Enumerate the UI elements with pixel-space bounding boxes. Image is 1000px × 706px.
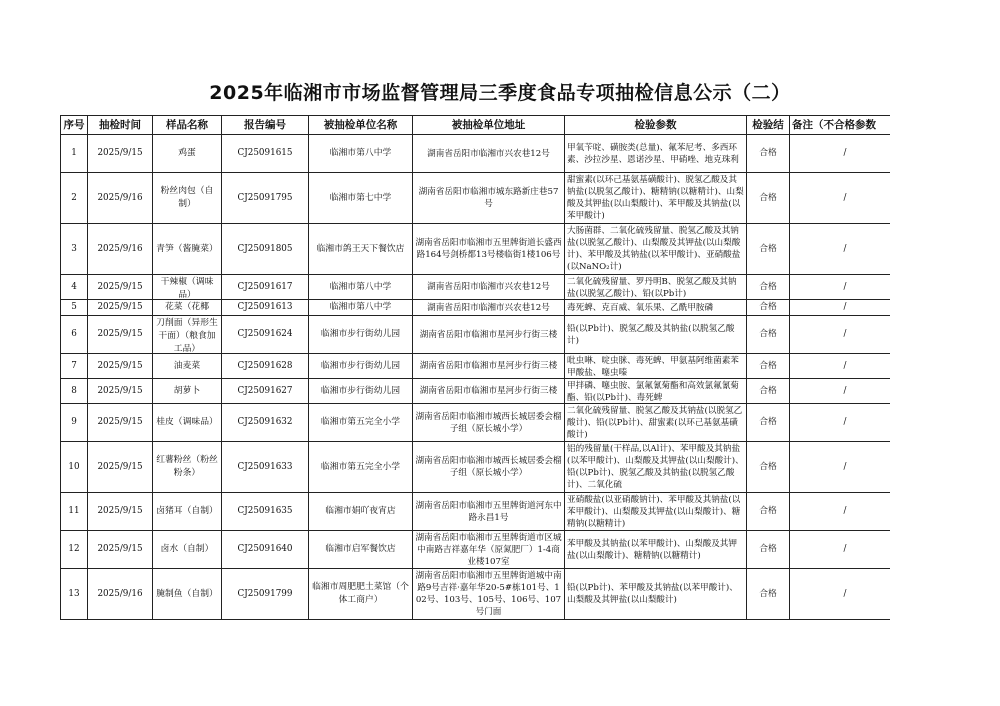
table-row <box>61 379 891 404</box>
cell-params-text: 吡虫啉、啶虫脒、毒死蜱、甲氨基阿维菌素苯甲酸盐、噻虫嗪 <box>567 355 739 378</box>
header-params: 检验参数 <box>565 116 747 135</box>
cell-address <box>413 354 565 379</box>
cell-date <box>88 135 153 173</box>
cell-date <box>88 275 153 300</box>
header-sample: 样品名称 <box>153 116 222 135</box>
cell-params-text: 二氧化硫残留量、脱氢乙酸及其钠盐(以脱氢乙酸计)、铅(以Pb计)、甜蜜素(以环己基氨基磺酸计) <box>567 405 743 440</box>
cell-report <box>222 379 309 404</box>
cell-no <box>61 531 88 569</box>
cell-address-text: 湖南省岳阳市临湘市兴农巷12号 <box>427 282 550 292</box>
cell-address-text: 湖南省岳阳市临湘市兴农巷12号 <box>427 148 550 159</box>
cell-address-text: 湖南省岳阳市临湘市城西长城居委会榴子组（原长城小学） <box>415 411 562 434</box>
cell-unit-text: 临湘市步行街幼儿园 <box>320 360 401 371</box>
cell-no <box>61 404 88 442</box>
cell-result-text: 合格 <box>759 360 777 371</box>
cell-params-text: 二氧化硫残留量、罗丹明B、脱氢乙酸及其钠盐(以脱氢乙酸计)、铅(以Pb计) <box>567 276 737 299</box>
cell-date-text: 2025/9/15 <box>97 506 143 516</box>
header-no: 序号 <box>61 116 88 135</box>
cell-sample <box>153 173 222 224</box>
table-row <box>61 300 891 316</box>
header-result: 检验结 <box>747 116 790 135</box>
cell-params-text: 甲氧苄啶、磺胺类(总量)、氟苯尼考、多西环素、沙拉沙星、恩诺沙星、甲硝唑、地克珠利 <box>567 142 739 165</box>
cell-note <box>790 569 891 620</box>
cell-note <box>790 135 891 173</box>
cell-address-text: 湖南省岳阳市临湘市城西长城居委会榴子组（原长城小学） <box>415 456 562 478</box>
table-row <box>61 224 891 275</box>
cell-params <box>565 379 747 404</box>
cell-result-text: 合格 <box>759 544 777 554</box>
cell-date <box>88 531 153 569</box>
cell-note <box>790 316 891 354</box>
table-body <box>61 135 891 620</box>
cell-result-text: 合格 <box>759 417 777 427</box>
cell-params <box>565 531 747 569</box>
inspection-table <box>60 115 890 620</box>
cell-no <box>61 316 88 354</box>
cell-no-text: 7 <box>71 360 77 371</box>
cell-no <box>61 569 88 620</box>
cell-params <box>565 316 747 354</box>
cell-result <box>747 275 790 300</box>
cell-report-text: CJ25091624 <box>237 329 293 339</box>
cell-report-text: CJ25091628 <box>237 360 293 371</box>
cell-unit <box>309 300 413 316</box>
cell-no-text: 6 <box>71 329 77 339</box>
cell-no-text: 12 <box>68 544 80 554</box>
cell-address <box>413 442 565 493</box>
cell-date <box>88 442 153 493</box>
cell-sample-text: 桂皮（调味品） <box>156 417 218 427</box>
cell-sample <box>153 442 222 493</box>
header-note: 备注（不合格参数 <box>790 116 891 135</box>
cell-result-text: 合格 <box>759 506 777 516</box>
cell-no <box>61 224 88 275</box>
cell-date-text: 2025/9/16 <box>97 588 143 599</box>
cell-note-text: / <box>843 544 847 554</box>
cell-note <box>790 493 891 531</box>
cell-date-text: 2025/9/15 <box>97 417 143 427</box>
cell-note-text: / <box>843 461 847 472</box>
cell-result-text: 合格 <box>759 281 777 292</box>
cell-address-text: 湖南省岳阳市临湘市城东路新庄巷57号 <box>418 187 559 209</box>
cell-note <box>790 404 891 442</box>
cell-no-text: 1 <box>71 148 77 158</box>
cell-note-text: / <box>843 329 847 339</box>
cell-params <box>565 275 747 300</box>
cell-address <box>413 135 565 173</box>
cell-unit-text: 临湘市步行街幼儿园 <box>320 329 401 339</box>
cell-params <box>565 404 747 442</box>
cell-unit <box>309 354 413 379</box>
cell-sample <box>153 316 222 354</box>
cell-report-text: CJ25091633 <box>237 461 293 472</box>
table-header-row <box>61 116 891 135</box>
cell-date <box>88 379 153 404</box>
cell-result-text: 合格 <box>759 302 777 312</box>
cell-result <box>747 300 790 316</box>
cell-result-text: 合格 <box>759 148 777 158</box>
cell-report-text: CJ25091615 <box>237 148 293 158</box>
cell-no-text: 5 <box>71 302 77 312</box>
inspection-table-container <box>60 115 890 627</box>
cell-no <box>61 135 88 173</box>
cell-date-text: 2025/9/16 <box>97 243 143 254</box>
cell-sample <box>153 354 222 379</box>
cell-unit <box>309 135 413 173</box>
cell-unit-text: 临湘市启军餐饮店 <box>325 544 396 554</box>
cell-sample <box>153 224 222 275</box>
cell-report <box>222 135 309 173</box>
cell-note-text: / <box>843 506 847 516</box>
header-date: 抽检时间 <box>88 116 153 135</box>
cell-note <box>790 300 891 316</box>
cell-date-text: 2025/9/15 <box>97 329 143 339</box>
cell-sample <box>153 135 222 173</box>
cell-no-text: 10 <box>68 461 80 472</box>
cell-unit <box>309 316 413 354</box>
cell-report-text: CJ25091632 <box>237 417 293 427</box>
cell-unit <box>309 569 413 620</box>
cell-result <box>747 404 790 442</box>
cell-address <box>413 531 565 569</box>
cell-address-text: 湖南省岳阳市临湘市五里牌街道河东中路永昌1号 <box>415 500 562 523</box>
cell-address <box>413 316 565 354</box>
cell-sample <box>153 275 222 300</box>
cell-address <box>413 224 565 275</box>
cell-sample-text: 红薯粉丝（粉丝粉条） <box>156 455 218 478</box>
cell-address-text: 湖南省岳阳市临湘市星河步行街三楼 <box>419 329 558 340</box>
cell-result <box>747 316 790 354</box>
cell-date-text: 2025/9/15 <box>97 281 143 292</box>
cell-date-text: 2025/9/15 <box>97 385 143 396</box>
cell-date <box>88 173 153 224</box>
cell-unit <box>309 275 413 300</box>
cell-date <box>88 316 153 354</box>
cell-result <box>747 531 790 569</box>
cell-sample <box>153 531 222 569</box>
cell-note <box>790 379 891 404</box>
cell-address <box>413 379 565 404</box>
cell-address-text: 湖南省岳阳市临湘市星河步行街三楼 <box>419 386 558 396</box>
cell-params <box>565 569 747 620</box>
table-row <box>61 135 891 173</box>
cell-no <box>61 354 88 379</box>
cell-report <box>222 300 309 316</box>
cell-no-text: 9 <box>71 417 77 427</box>
cell-note <box>790 531 891 569</box>
cell-sample <box>153 493 222 531</box>
cell-date <box>88 300 153 316</box>
cell-params <box>565 135 747 173</box>
cell-params-text: 毒死蜱、克百威、氧乐果、乙酰甲胺磷 <box>567 302 714 313</box>
cell-note-text: / <box>843 243 847 254</box>
cell-params-text: 铝的残留量(干样品,以Al计)、苯甲酸及其钠盐(以苯甲酸计)、山梨酸及其钾盐(以山梨酸计)、铅(以Pb计)、脱氢乙酸及其钠盐(以脱氢乙酸计)、二氧化硫 <box>567 444 744 490</box>
table-row <box>61 173 891 224</box>
cell-report-text: CJ25091613 <box>237 302 293 312</box>
cell-report <box>222 224 309 275</box>
cell-unit <box>309 173 413 224</box>
cell-sample-text: 胡萝卜 <box>173 385 201 396</box>
cell-report-text: CJ25091799 <box>237 588 293 599</box>
cell-no <box>61 379 88 404</box>
cell-params-text: 大肠菌群、二氧化硫残留量、脱氢乙酸及其钠盐(以脱氢乙酸计)、山梨酸及其钾盐(以山梨酸计)、苯甲酸及其钠盐(以苯甲酸计)、亚硝酸盐(以NaNO₂计) <box>567 226 741 272</box>
cell-date-text: 2025/9/15 <box>97 302 143 312</box>
cell-unit-text: 临湘市鸽王天下餐饮店 <box>316 243 405 254</box>
cell-report-text: CJ25091617 <box>237 281 293 292</box>
table-row <box>61 493 891 531</box>
cell-result <box>747 354 790 379</box>
cell-no <box>61 442 88 493</box>
cell-result <box>747 173 790 224</box>
cell-report <box>222 173 309 224</box>
cell-params-text: 铅(以Pb计)、苯甲酸及其钠盐(以苯甲酸计)、山梨酸及其钾盐(以山梨酸计) <box>567 583 738 605</box>
cell-sample-text: 花菜（花椰 <box>165 302 209 312</box>
header-address: 被抽检单位地址 <box>413 116 565 135</box>
cell-note-text: / <box>843 360 847 371</box>
cell-result <box>747 493 790 531</box>
cell-note-text: / <box>843 417 847 427</box>
cell-sample-text: 鸡蛋 <box>178 148 196 158</box>
cell-date <box>88 493 153 531</box>
cell-result <box>747 569 790 620</box>
cell-address-text: 湖南省岳阳市临湘市星河步行街三楼 <box>419 361 558 371</box>
cell-note-text: / <box>843 385 847 396</box>
cell-params <box>565 442 747 493</box>
cell-report-text: CJ25091635 <box>237 506 293 516</box>
cell-address <box>413 300 565 316</box>
cell-params <box>565 300 747 316</box>
header-unit: 被抽检单位名称 <box>309 116 413 135</box>
cell-date-text: 2025/9/15 <box>97 544 143 554</box>
table-row <box>61 569 891 620</box>
cell-note <box>790 275 891 300</box>
cell-unit-text: 临湘市第八中学 <box>329 302 392 312</box>
cell-note <box>790 173 891 224</box>
cell-params <box>565 354 747 379</box>
cell-report <box>222 275 309 300</box>
cell-note-text: / <box>843 281 847 292</box>
cell-date <box>88 404 153 442</box>
cell-unit-text: 临湘市第八中学 <box>329 148 392 158</box>
cell-report <box>222 316 309 354</box>
cell-address <box>413 275 565 300</box>
cell-no-text: 2 <box>71 192 77 203</box>
cell-result-text: 合格 <box>759 385 777 396</box>
cell-address-text: 湖南省岳阳市临湘市五里牌街道长盛西路164号剑桥都13号楼临街1楼106号 <box>415 238 562 260</box>
cell-address-text: 湖南省岳阳市临湘市五里牌街道市区城中南路吉祥嘉年华（原氮肥厂）1-4商业楼107室 <box>415 532 562 567</box>
cell-result <box>747 379 790 404</box>
cell-date-text: 2025/9/15 <box>97 461 143 472</box>
cell-note-text: / <box>843 302 847 312</box>
cell-report <box>222 569 309 620</box>
cell-note-text: / <box>843 588 847 599</box>
cell-params-text: 亚硝酸盐(以亚硝酸钠计)、苯甲酸及其钠盐(以苯甲酸计)、山梨酸及其钾盐(以山梨酸计)、糖精钠(以糖精计) <box>567 494 741 529</box>
cell-report-text: CJ25091805 <box>237 243 293 254</box>
cell-sample-text: 粉丝肉包（自制） <box>160 186 214 209</box>
cell-date-text: 2025/9/15 <box>97 360 143 371</box>
cell-report <box>222 442 309 493</box>
cell-date <box>88 354 153 379</box>
cell-params <box>565 224 747 275</box>
page-title: 2025年临湘市市场监督管理局三季度食品专项抽检信息公示（二） <box>209 82 791 104</box>
cell-unit <box>309 379 413 404</box>
table-row <box>61 354 891 379</box>
cell-sample <box>153 404 222 442</box>
cell-unit-text: 临湘市第五完全小学 <box>320 461 401 472</box>
header-report: 报告编号 <box>222 116 309 135</box>
cell-unit <box>309 442 413 493</box>
cell-note-text: / <box>843 192 847 203</box>
cell-result-text: 合格 <box>759 461 777 472</box>
cell-note <box>790 224 891 275</box>
cell-result-text: 合格 <box>759 329 777 339</box>
cell-unit <box>309 404 413 442</box>
table-row <box>61 404 891 442</box>
cell-address <box>413 493 565 531</box>
cell-params <box>565 173 747 224</box>
cell-sample <box>153 379 222 404</box>
cell-date <box>88 569 153 620</box>
cell-address <box>413 404 565 442</box>
cell-no-text: 13 <box>68 588 80 599</box>
cell-params-text: 甜蜜素(以环己基氨基磺酸计)、脱氢乙酸及其钠盐(以脱氢乙酸计)、糖精钠(以糖精计)、山梨酸及其钾盐(以山梨酸计)、苯甲酸及其钠盐(以苯甲酸计) <box>567 175 744 221</box>
cell-no <box>61 300 88 316</box>
cell-result-text: 合格 <box>759 243 777 254</box>
cell-date <box>88 224 153 275</box>
table-row <box>61 442 891 493</box>
cell-sample-text: 卤猪耳（自制） <box>156 506 218 516</box>
cell-date-text: 2025/9/15 <box>97 148 143 158</box>
cell-no-text: 11 <box>68 506 80 516</box>
cell-address <box>413 173 565 224</box>
cell-result <box>747 224 790 275</box>
cell-unit-text: 临湘市第七中学 <box>329 192 392 203</box>
cell-address-text: 湖南省岳阳市临湘市兴农巷12号 <box>427 302 550 313</box>
cell-unit-text: 临湘市周肥肥土菜馆（个体工商户） <box>312 582 409 605</box>
table-row <box>61 316 891 354</box>
cell-no <box>61 275 88 300</box>
cell-report <box>222 493 309 531</box>
cell-sample-text: 腌制鱼（自制） <box>156 588 218 599</box>
table-row <box>61 275 891 300</box>
cell-params-text: 苯甲酸及其钠盐(以苯甲酸计)、山梨酸及其钾盐(以山梨酸计)、糖精钠(以糖精计) <box>567 538 737 561</box>
cell-result-text: 合格 <box>759 588 777 599</box>
cell-sample <box>153 300 222 316</box>
cell-sample-text: 油麦菜 <box>173 360 201 371</box>
cell-sample-text: 卤水（自制） <box>160 544 214 554</box>
cell-no-text: 3 <box>71 243 77 254</box>
table-row <box>61 531 891 569</box>
cell-address-text: 湖南省岳阳市临湘市五里牌街道城中南路9号吉祥·嘉年华20-5#栋101号、102号、103号、105号、106号、107号门面 <box>415 571 562 617</box>
cell-sample-text: 青笋（酱腌菜） <box>156 243 218 254</box>
cell-unit <box>309 224 413 275</box>
cell-note <box>790 354 891 379</box>
cell-result <box>747 442 790 493</box>
cell-unit-text: 临湘市第八中学 <box>329 281 392 292</box>
cell-result-text: 合格 <box>759 192 777 203</box>
cell-result <box>747 135 790 173</box>
cell-report-text: CJ25091627 <box>237 385 293 396</box>
cell-unit-text: 临湘市步行街幼儿园 <box>320 385 401 396</box>
cell-unit-text: 临湘市第五完全小学 <box>320 417 401 427</box>
cell-no <box>61 493 88 531</box>
cell-no-text: 8 <box>71 385 77 396</box>
cell-params-text: 铅(以Pb计)、脱氢乙酸及其钠盐(以脱氢乙酸计) <box>567 323 735 346</box>
cell-unit-text: 临湘市娟吖夜宵店 <box>325 506 396 516</box>
cell-sample-text: 刀削面（异形生干面）（粮食加工品） <box>156 317 218 353</box>
cell-report-text: CJ25091640 <box>237 544 293 554</box>
cell-no-text: 4 <box>71 281 77 292</box>
cell-no <box>61 173 88 224</box>
cell-unit <box>309 531 413 569</box>
cell-report-text: CJ25091795 <box>237 192 293 203</box>
cell-note <box>790 442 891 493</box>
cell-date-text: 2025/9/16 <box>97 192 143 203</box>
cell-note-text: / <box>843 148 847 158</box>
cell-report <box>222 354 309 379</box>
cell-sample-text: 干辣椒（调味品） <box>160 276 214 299</box>
cell-params-text: 甲拌磷、噻虫胺、氯氟氰菊酯和高效氯氟氰菊酯、铅(以Pb计)、毒死蜱 <box>567 380 739 403</box>
cell-address <box>413 569 565 620</box>
cell-report <box>222 404 309 442</box>
cell-params <box>565 493 747 531</box>
cell-unit <box>309 493 413 531</box>
cell-report <box>222 531 309 569</box>
cell-sample <box>153 569 222 620</box>
